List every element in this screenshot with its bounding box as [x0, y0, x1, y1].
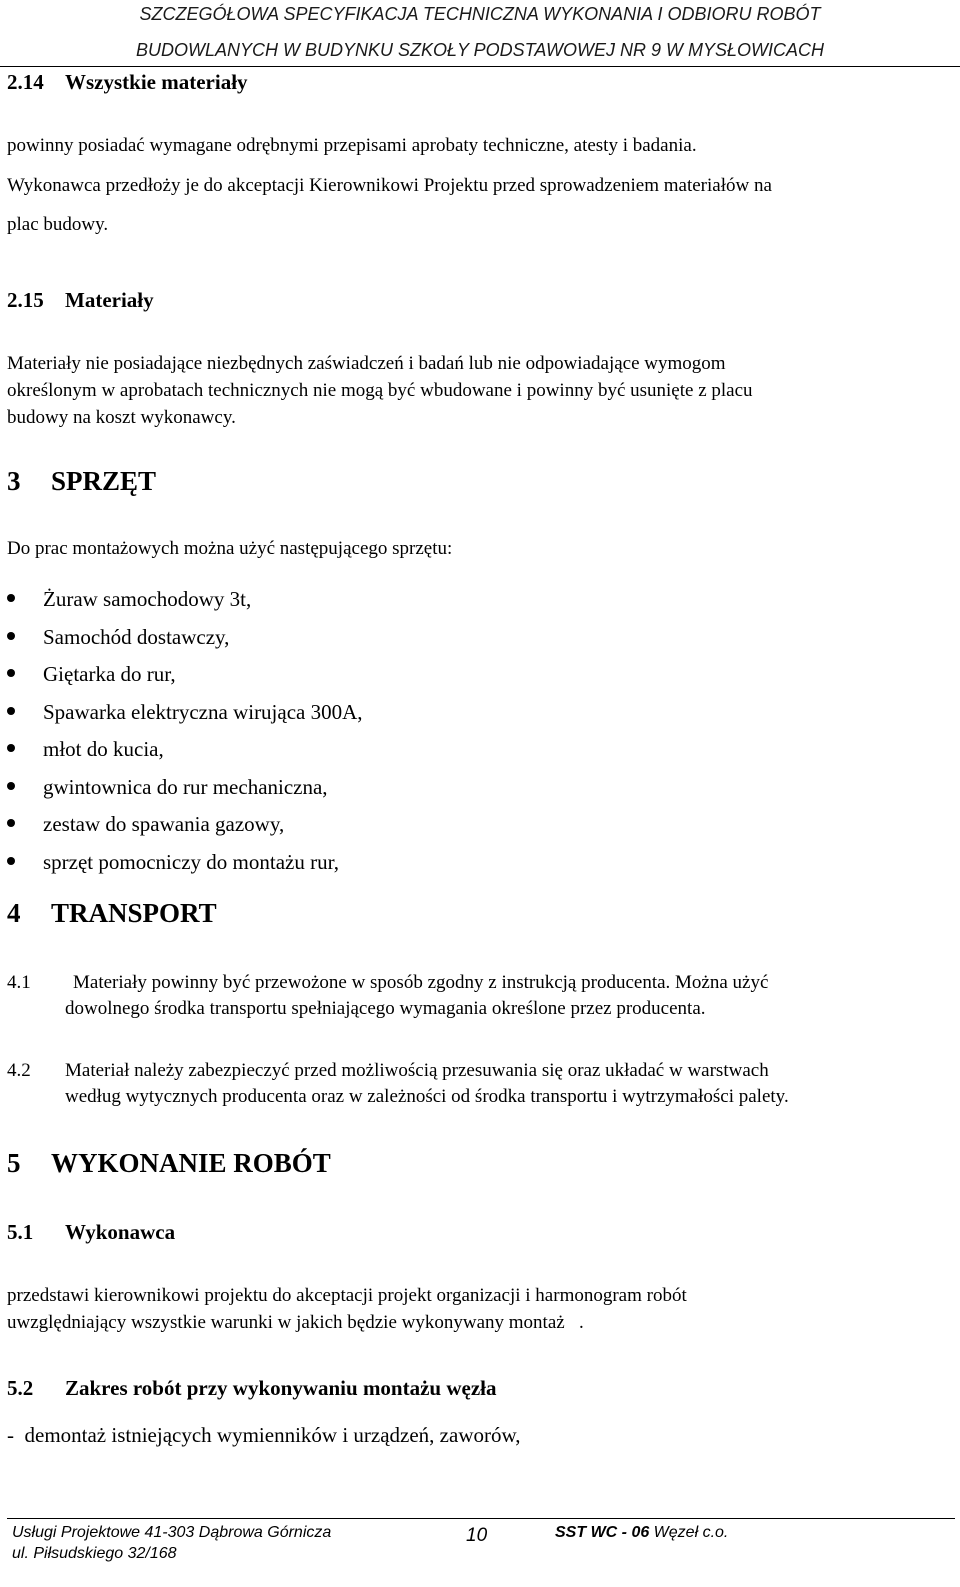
- section-title: Wszystkie materiały: [65, 70, 248, 94]
- paragraph-line: powinny posiadać wymagane odrębnymi przepisami aprobaty techniczne, atesty i badania.: [7, 135, 697, 156]
- section-4-heading: [7, 898, 217, 929]
- list-item: zestaw do spawania gazowy,: [7, 811, 363, 849]
- bullet-icon: [7, 819, 15, 827]
- section-title: SPRZĘT: [51, 466, 157, 496]
- paragraph-number: 4.2: [7, 1060, 31, 1081]
- section-2-15-heading: [7, 288, 154, 313]
- bullet-icon: [7, 857, 15, 865]
- section-number: 4: [7, 898, 21, 928]
- section-number: 2.15: [7, 288, 44, 312]
- document-code: SST WC - 06: [555, 1524, 650, 1541]
- equipment-intro: Do prac montażowych można użyć następującego sprzętu:: [7, 538, 453, 559]
- footer-address: ul. Piłsudskiego 32/168: [12, 1545, 177, 1562]
- footer-document-code: [555, 1524, 728, 1542]
- paragraph-line: plac budowy.: [7, 214, 109, 235]
- equipment-list: [7, 586, 363, 886]
- list-item: Samochód dostawczy,: [7, 624, 363, 662]
- paragraph-line: dowolnego środka transportu spełniającego wymagania określone przez producenta.: [65, 998, 706, 1019]
- paragraph-number: 4.1: [7, 972, 31, 993]
- scope-item: - demontaż istniejących wymienników i urządzeń, zaworów,: [7, 1423, 521, 1447]
- bullet-icon: [7, 669, 15, 677]
- bullet-icon: [7, 594, 15, 602]
- header-title-line2: BUDOWLANYCH W BUDYNKU SZKOŁY PODSTAWOWEJ NR 9 W MYSŁOWICACH: [135, 40, 825, 60]
- numbered-paragraph-4-1: [7, 970, 942, 1022]
- bullet-icon: [7, 782, 15, 790]
- section-title: Materiały: [65, 288, 154, 312]
- section-number: 5.1: [7, 1220, 34, 1244]
- section-number: 2.14: [7, 70, 44, 94]
- section-number: 3: [7, 466, 21, 496]
- paragraph-line: budowy na koszt wykonawcy.: [7, 407, 236, 428]
- list-item: sprzęt pomocniczy do montażu rur,: [7, 849, 363, 887]
- section-number: 5: [7, 1148, 21, 1178]
- section-5-1-heading: [7, 1220, 175, 1245]
- section-title: TRANSPORT: [51, 898, 217, 928]
- paragraph-line: Materiały nie posiadające niezbędnych zaświadczeń i badań lub nie odpowiadające wymogom: [7, 353, 726, 374]
- page-number: 10: [466, 1525, 488, 1546]
- paragraph-line: Materiały powinny być przewożone w sposób zgodny z instrukcją producenta. Można użyć: [73, 972, 769, 993]
- header-rule: [0, 66, 960, 67]
- header-title-line1: SZCZEGÓŁOWA SPECYFIKACJA TECHNICZNA WYKONANIA I ODBIORU ROBÓT: [139, 4, 821, 24]
- paragraph-line: przedstawi kierownikowi projektu do akceptacji projekt organizacji i harmonogram robót: [7, 1285, 687, 1306]
- list-item: młot do kucia,: [7, 736, 363, 774]
- section-5-heading: [7, 1148, 331, 1179]
- list-item: Żuraw samochodowy 3t,: [7, 586, 363, 624]
- section-3-heading: [7, 466, 156, 497]
- document-subject: Węzeł c.o.: [649, 1524, 729, 1541]
- list-item: Spawarka elektryczna wirująca 300A,: [7, 699, 363, 737]
- paragraph-line: Materiał należy zabezpieczyć przed możliwością przesuwania się oraz układać w warstwach: [65, 1060, 769, 1081]
- section-number: 5.2: [7, 1376, 34, 1400]
- paragraph-line: określonym w aprobatach technicznych nie mogą być wbudowane i powinny być usunięte z placu: [7, 380, 753, 401]
- footer-company: Usługi Projektowe 41-303 Dąbrowa Górnicza: [12, 1524, 332, 1541]
- section-title: Wykonawca: [65, 1220, 176, 1244]
- paragraph-line: według wytycznych producenta oraz w zależności od środka transportu i wytrzymałości palety.: [65, 1086, 789, 1107]
- bullet-icon: [7, 632, 15, 640]
- paragraph-line: uwzględniający wszystkie warunki w jakich będzie wykonywany montaż .: [7, 1312, 584, 1333]
- section-2-14-heading: [7, 70, 248, 95]
- section-title: WYKONANIE ROBÓT: [51, 1148, 331, 1178]
- paragraph-line: Wykonawca przedłoży je do akceptacji Kierownikowi Projektu przed sprowadzeniem materiałów na: [7, 175, 772, 196]
- section-5-2-heading: [7, 1376, 497, 1401]
- bullet-icon: [7, 707, 15, 715]
- footer-rule: [7, 1518, 955, 1519]
- list-item: gwintownica do rur mechaniczna,: [7, 774, 363, 812]
- bullet-icon: [7, 744, 15, 752]
- list-item: Giętarka do rur,: [7, 661, 363, 699]
- section-title: Zakres robót przy wykonywaniu montażu węzła: [65, 1376, 497, 1400]
- numbered-paragraph-4-2: [7, 1058, 942, 1110]
